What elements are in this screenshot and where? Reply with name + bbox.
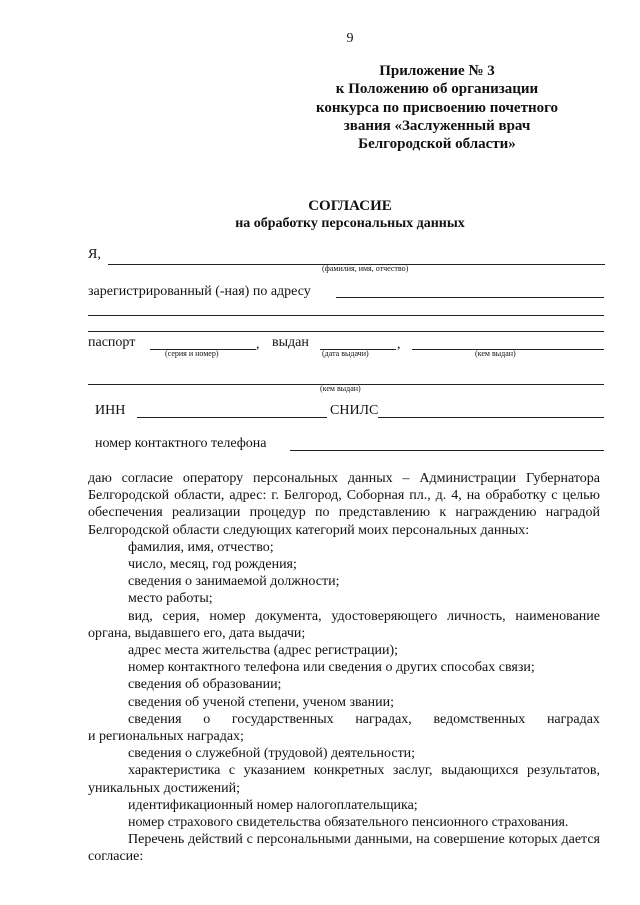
appendix-line: конкурса по присвоению почетного xyxy=(315,99,559,116)
awards-word: ведомственных xyxy=(433,711,526,727)
phone-label: номер контактного телефона xyxy=(95,436,267,451)
appendix-line: звания «Заслуженный врач xyxy=(343,117,531,134)
appendix-header xyxy=(287,62,587,153)
issued-label: выдан xyxy=(272,335,309,350)
snils-label: СНИЛС xyxy=(330,403,379,418)
document-title: СОГЛАСИЕ xyxy=(308,198,392,214)
appendix-line: к Положению об организации xyxy=(335,81,539,98)
awards-word: государственных xyxy=(231,711,334,727)
list-item: сведения об ученой степени, ученом звании; xyxy=(128,694,395,710)
awards-word: наградах, xyxy=(355,711,412,727)
awards-word: наградах xyxy=(546,711,600,727)
address-field[interactable] xyxy=(336,297,604,298)
inn-label: ИНН xyxy=(95,403,126,418)
issuer-caption: (кем выдан) xyxy=(475,349,516,358)
list-item: сведения о служебной (трудовой) деятельности; xyxy=(128,746,416,762)
list-item: место работы; xyxy=(128,591,213,607)
list-item: сведения о занимаемой должности; xyxy=(128,574,340,590)
list-item: сведения об образовании; xyxy=(128,677,282,693)
list-item: номер страхового свидетельства обязательного пенсионного страхования. xyxy=(128,815,569,831)
passport-comma: , xyxy=(256,337,260,352)
list-item: номер контактного телефона или сведения о других способах связи; xyxy=(128,660,535,676)
appendix-line: Белгородской области» xyxy=(358,136,516,153)
ya-label: Я, xyxy=(88,247,101,262)
page-number: 9 xyxy=(346,31,354,46)
awards-continuation: и региональных наградах; xyxy=(88,729,244,745)
snils-field[interactable] xyxy=(378,417,604,418)
date-caption: (дата выдачи) xyxy=(322,349,369,358)
list-item: идентификационный номер налогоплательщика; xyxy=(128,797,418,813)
awards-word: о xyxy=(203,711,211,727)
list-item: адрес места жительства (адрес регистрации); xyxy=(128,643,399,659)
passport-label: паспорт xyxy=(88,335,136,350)
fio-caption: (фамилия, имя, отчество) xyxy=(322,264,409,273)
list-item: число, месяц, год рождения; xyxy=(128,557,297,573)
appendix-line: Приложение № 3 xyxy=(379,63,495,79)
actions-paragraph: Перечень действий с персональными данными, на совершение которых дается согласие: xyxy=(88,832,600,865)
inn-field[interactable] xyxy=(137,417,327,418)
consent-intro: даю согласие оператору персональных данных – Администрации Губернатора Белгородской области, адрес: г. Белгород, Соборная пл., д. 4, на обработку с целью обеспечения реализации процедур по представлению к награждению наградой Белгородской области следующих категорий моих персональных данных: xyxy=(88,471,600,538)
address-field-line-3[interactable] xyxy=(88,331,604,332)
list-item: вид, серия, номер документа, удостоверяющего личность, наименование органа, выдавшего его, дата выдачи; xyxy=(88,608,600,641)
awards-word: сведения xyxy=(128,711,182,727)
issuer-caption-2: (кем выдан) xyxy=(320,384,361,393)
series-caption: (серия и номер) xyxy=(165,349,219,358)
list-item: характеристика с указанием конкретных заслуг, выдающихся результатов, уникальных достижений; xyxy=(88,763,600,796)
document-subtitle: на обработку персональных данных xyxy=(235,216,465,231)
consent-body xyxy=(88,470,600,866)
phone-field[interactable] xyxy=(290,450,604,451)
list-item: фамилия, имя, отчество; xyxy=(128,539,274,555)
address-label: зарегистрированный (-ная) по адресу xyxy=(88,284,311,299)
issued-comma: , xyxy=(397,337,401,352)
awards-line xyxy=(88,711,600,728)
address-field-line-2[interactable] xyxy=(88,315,604,316)
